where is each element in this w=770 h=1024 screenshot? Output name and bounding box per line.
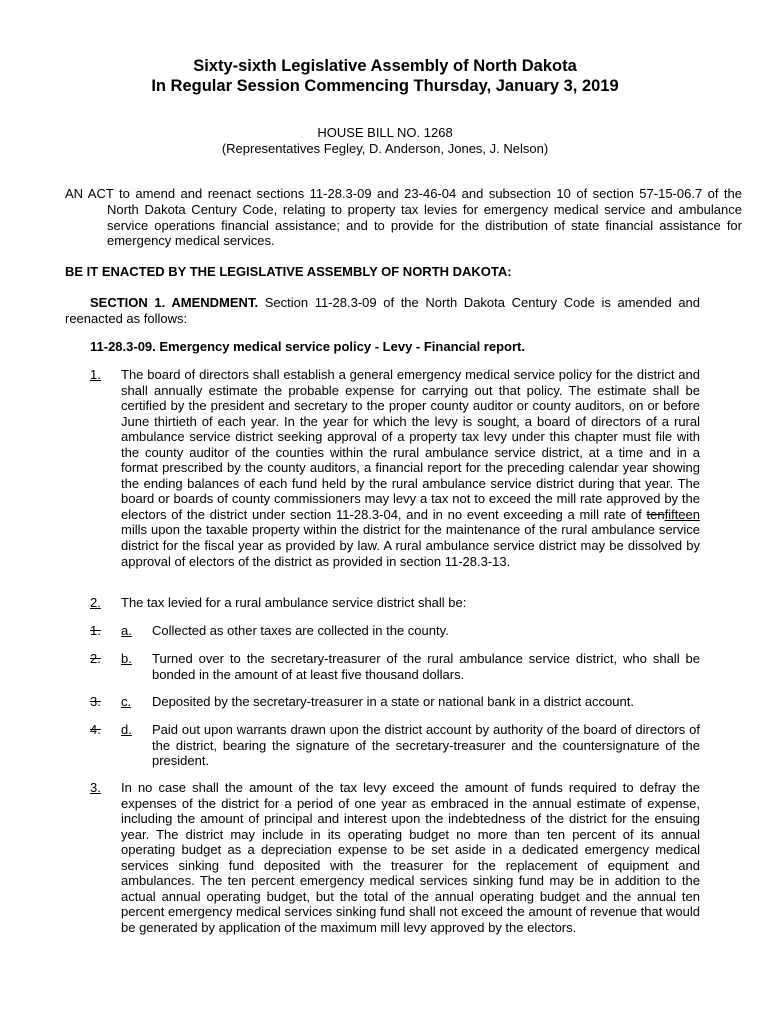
- item-2-text: The tax levied for a rural ambulance service district shall be:: [121, 595, 467, 610]
- bill-sponsors: (Representatives Fegley, D. Anderson, Jones, J. Nelson): [221, 141, 549, 156]
- statute-heading: 11-28.3-09. Emergency medical service policy - Levy - Financial report.: [90, 339, 525, 354]
- subitem-b-old-number: 2.: [90, 651, 101, 666]
- assembly-title: Sixty-sixth Legislative Assembly of North Dakota: [193, 57, 577, 75]
- subitem-a-new-number: a.: [121, 623, 132, 638]
- bill-number: HOUSE BILL NO. 1268: [317, 125, 453, 140]
- subitem-a-old-number: 1.: [90, 623, 101, 638]
- subitem-b-text: Turned over to the secretary-treasurer of the rural ambulance service district, who shall be bonded in the amount of at least five thousand dollars.: [152, 651, 700, 682]
- subitem-a-text: Collected as other taxes are collected in the county.: [152, 623, 449, 638]
- item-1-number: 1.: [90, 367, 101, 382]
- subitem-d-old-number: 4.: [90, 722, 101, 737]
- act-text: to amend and reenact sections 11-28.3-09 and 23-46-04 and subsection 10 of section 57-15-06.7 of the North Dakota Century Code, relating to property tax levies for emergency medical service and ambulance service operations financial assistance; and to provide for the distribution of state financial assistance for emergency medical services.: [107, 186, 743, 249]
- item-3-number: 3.: [90, 780, 101, 795]
- subitem-c-old-number: 3.: [90, 694, 101, 709]
- session-title: In Regular Session Commencing Thursday, January 3, 2019: [151, 77, 619, 95]
- subitem-c-text: Deposited by the secretary-treasurer in a state or national bank in a district account.: [152, 694, 634, 709]
- item-3-text: In no case shall the amount of the tax levy exceed the amount of funds required to defray the expenses of the district for a period of one year as embraced in the annual estimate of expense, including the amount of principal and interest upon the indebtedness of the district for the ensuing year. The district may include in its operating budget no more than ten percent of its annual operating budget as a depreciation expense to be set aside in a dedicated emergency medical services sinking fund deposited with the treasurer for the replacement of equipment and ambulances. The ten percent emergency medical services sinking fund may be in addition to the actual annual operating budget, but the total of the annual operating budget and the annual ten percent emergency medical services sinking fund shall not exceed the amount of revenue that would be generated by application of the maximum mill levy approved by the electors.: [121, 780, 700, 935]
- section-1-paragraph: [65, 295, 700, 326]
- section-1-text: Section 11-28.3-09 of the North Dakota Century Code is amended and reenacted as follows:: [65, 295, 701, 326]
- subitem-d-new-number: d.: [121, 722, 132, 737]
- item-1-inserted-text: fifteen: [664, 506, 700, 522]
- item-2-number: 2.: [90, 595, 101, 610]
- section-1-heading: SECTION 1. AMENDMENT.: [90, 295, 259, 310]
- act-title-paragraph: [65, 186, 742, 249]
- act-lead: AN ACT: [65, 186, 114, 201]
- subitem-b-new-number: b.: [121, 651, 132, 666]
- subitem-c-new-number: c.: [121, 694, 132, 709]
- subitem-d-text: Paid out upon warrants drawn upon the district account by authority of the board of directors of the district, bearing the signature of the secretary-treasurer and the countersignature of the president.: [152, 722, 700, 769]
- enacting-clause: BE IT ENACTED BY THE LEGISLATIVE ASSEMBLY OF NORTH DAKOTA:: [65, 264, 512, 279]
- item-1-struck-text: ten: [646, 506, 665, 522]
- item-1-text-before: The board of directors shall establish a general emergency medical service policy for the district and shall annually estimate the probable expense for carrying out that policy. The estimate shall be certified by the president and secretary to the proper county auditor or county auditors, on or before June thirtieth of each year. In the year for which the levy is sought, a board of directors of a rural ambulance service district seeking approval of a property tax levy under this chapter must file with the county auditor of the counties within the rural ambulance service district, at a time and in a format prescribed by the county auditors, a financial report for the preceding calendar year showing the ending balances of each fund held by the rural ambulance service district during that year. The board or boards of county commissioners may levy a tax not to exceed the mill rate approved by the electors of the district under section 11-28.3-04, and in no event exceeding a mill rate of: [121, 367, 700, 522]
- item-1-text: [121, 367, 700, 569]
- item-1-text-after: mills upon the taxable property within the district for the maintenance of the rural ambulance service district for the fiscal year as provided by law. A rural ambulance service district may be dissolved by approval of electors of the district as provided in section 11-28.3-13.: [121, 522, 700, 569]
